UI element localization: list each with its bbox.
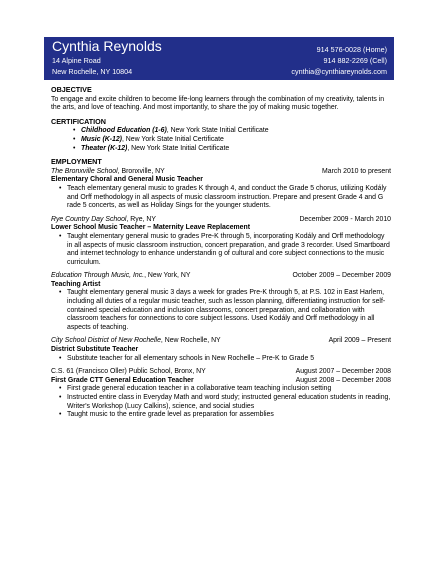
job-title: Elementary Choral and General Music Teacher [51, 176, 203, 184]
job-title: First Grade CTT General Education Teacher [51, 376, 194, 384]
job-employer: C.S. 61 (Francisco Oller) Public School, Bronx, NY [51, 368, 206, 376]
job-dates: April 2009 – Present [328, 337, 391, 345]
job-bullet: • Substitute teacher for all elementary schools in New Rochelle – Pre-K to Grade 5 [51, 355, 391, 364]
employment-heading: EMPLOYMENT [51, 157, 102, 167]
job-entry [51, 216, 391, 268]
job-title: Lower School Music Teacher – Maternity Leave Replacement [51, 224, 251, 232]
job-entry [51, 337, 391, 363]
resume-body [51, 86, 391, 420]
job-title: Teaching Artist [51, 280, 101, 288]
job-bullet: • Taught music to the entire grade level as preparation for assemblies [51, 411, 391, 420]
job-employer: The Bronxville School, Bronxville, NY [51, 167, 165, 175]
job-title: District Substitute Teacher [51, 346, 139, 354]
certification-heading: CERTIFICATION [51, 116, 106, 126]
cell-phone: 914 882-2269 (Cell) [323, 56, 387, 65]
job-bullet: • Taught elementary general music to grades Pre-K through 5, incorporating Kodály and Orff methodology in all aspects of music classroom instruction, concert preparation, and grade 3 recorder. Used Smartboard and internet technology to enhance understandin g of cultural and core subject connections to the music curriculum. [51, 233, 391, 267]
certification-item: • Childhood Education (1-6), New York State Initial Certificate [51, 127, 391, 136]
email-address: cynthia@cynthiareynolds.com [291, 67, 387, 76]
objective-heading: OBJECTIVE [51, 85, 92, 94]
job-bullet: • Taught elementary general music 3 days a week for grades Pre-K through 5, at P.S. 102 in East Harlem, including all duties of a regular music teacher, such as lesson planning, differentiating instruction for self-contained special education and inclusion classrooms, concert preparation, and collaboration with classroom teachers for connections to core subject lessons. Used Kodály and Orff methodology in all aspects of teaching. [51, 289, 391, 332]
home-phone: 914 576-0028 (Home) [316, 45, 387, 54]
certification-item: • Music (K-12), New York State Initial Certificate [51, 136, 391, 145]
address-line-1: 14 Alpine Road [52, 56, 101, 65]
job-entry [51, 272, 391, 332]
certification-list [51, 127, 391, 153]
job-employer: Rye Country Day School, Rye, NY [51, 215, 156, 223]
job-entry [51, 368, 391, 420]
job-employer: Education Through Music, Inc., New York, NY [51, 272, 191, 280]
job-bullet: • Instructed entire class in Everyday Math and word study; instructed general education students in reading, Writer's Workshop (Lucy Calkins), science, and social studies [51, 394, 391, 411]
job-employer: City School District of New Rochelle, New Rochelle, NY [51, 337, 221, 345]
job-bullet: • First grade general education teacher in a collaborative team teaching inclusion setting [51, 385, 391, 394]
resume-header [44, 37, 394, 80]
job-entry [51, 168, 391, 211]
job-dates: March 2010 to present [322, 167, 391, 175]
job-title-dates: August 2008 – December 2008 [295, 376, 391, 384]
candidate-name: Cynthia Reynolds [52, 38, 162, 54]
address-line-2: New Rochelle, NY 10804 [52, 67, 133, 76]
job-dates: December 2009 - March 2010 [299, 215, 391, 223]
objective-text: To engage and excite children to become life-long learners through the combination of my creativity, talents in the arts, and love of teaching. And most importantly, to share the joy of making music together. [51, 95, 385, 112]
certification-item: • Theater (K-12), New York State Initial Certificate [51, 145, 391, 154]
job-bullet: • Teach elementary general music to grades K through 4, and conduct the Grade 5 chorus, utilizing Kodály and Orff methodology in all aspects of music classroom instruction. Prepare and present Grade 4 and G rade 5 concerts, as well as Holiday Sings for the younger students. [51, 185, 391, 211]
job-dates: August 2007 – December 2008 [295, 368, 391, 376]
job-dates: October 2009 – December 2009 [292, 272, 391, 280]
